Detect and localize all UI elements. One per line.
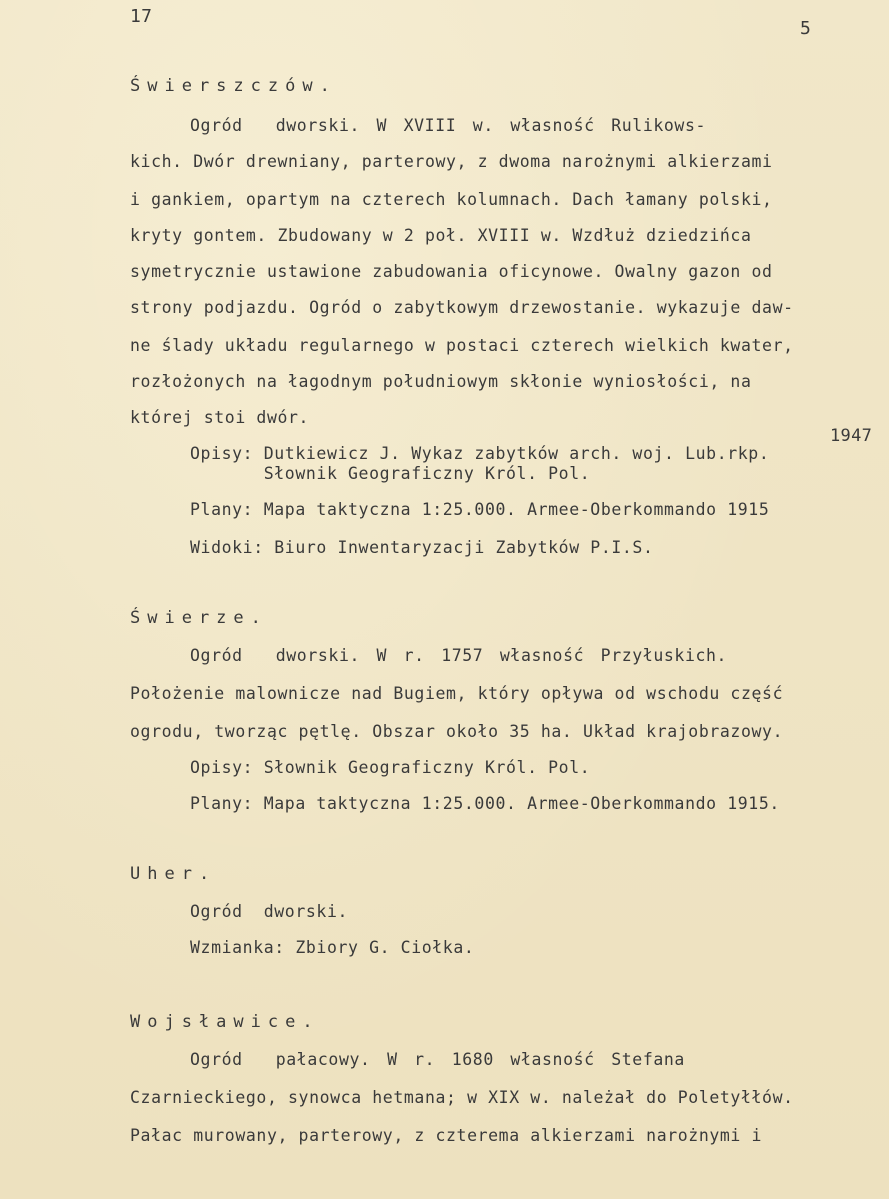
reference-line: Opisy: Słownik Geograficzny Król. Pol.	[190, 758, 591, 777]
entry-line: Ogród pałacowy. W r. 1680 własność Stefana	[190, 1050, 685, 1069]
entry-line: Ogród dworski.	[190, 902, 349, 921]
entry-line: kryty gontem. Zbudowany w 2 poł. XVIII w. Wzdłuż dziedzińca	[130, 226, 752, 245]
entry-line: Czarnieckiego, synowca hetmana; w XIX w. należał do Poletyłłów.	[130, 1088, 794, 1107]
entry-heading: Wojsławice.	[130, 1012, 320, 1032]
entry-line: Ogród dworski. W XVIII w. własność Rulikows-	[190, 116, 707, 135]
entry-line: ogrodu, tworząc pętlę. Obszar około 35 ha. Układ krajobrazowy.	[130, 722, 784, 741]
reference-line: Plany: Mapa taktyczna 1:25.000. Armee-Oberkommando 1915.	[190, 794, 780, 813]
reference-line: Plany: Mapa taktyczna 1:25.000. Armee-Oberkommando 1915	[190, 500, 770, 519]
reference-line: Wzmianka: Zbiory G. Ciołka.	[190, 938, 475, 957]
entry-line: Pałac murowany, parterowy, z czterema alkierzami narożnymi i	[130, 1126, 763, 1145]
reference-line: Słownik Geograficzny Król. Pol.	[190, 464, 591, 483]
entry-line: symetrycznie ustawione zabudowania oficynowe. Owalny gazon od	[130, 262, 773, 281]
entry-line: Położenie malownicze nad Bugiem, który opływa od wschodu część	[130, 684, 784, 703]
reference-line: Opisy: Dutkiewicz J. Wykaz zabytków arch. woj. Lub.rkp.	[190, 444, 770, 463]
entry-line: rozłożonych na łagodnym południowym skłonie wyniosłości, na	[130, 372, 752, 391]
reference-line: Widoki: Biuro Inwentaryzacji Zabytków P.I.S.	[190, 538, 654, 557]
entry-line: kich. Dwór drewniany, parterowy, z dwoma narożnymi alkierzami	[130, 152, 773, 171]
entry-line: i gankiem, opartym na czterech kolumnach. Dach łamany polski,	[130, 190, 773, 209]
entry-heading: Świerszczów.	[130, 76, 337, 96]
entry-line: strony podjazdu. Ogród o zabytkowym drzewostanie. wykazuje daw-	[130, 298, 794, 317]
entry-heading: Uher.	[130, 864, 217, 884]
entry-line: Ogród dworski. W r. 1757 własność Przyłuskich.	[190, 646, 728, 665]
entry-heading: Świerze.	[130, 608, 268, 628]
margin-year: 1947	[830, 426, 873, 446]
entry-line: której stoi dwór.	[130, 408, 310, 427]
page-number-left: 17	[130, 6, 153, 27]
page-number-right: 5	[800, 18, 812, 39]
entry-line: ne ślady układu regularnego w postaci czterech wielkich kwater,	[130, 336, 794, 355]
